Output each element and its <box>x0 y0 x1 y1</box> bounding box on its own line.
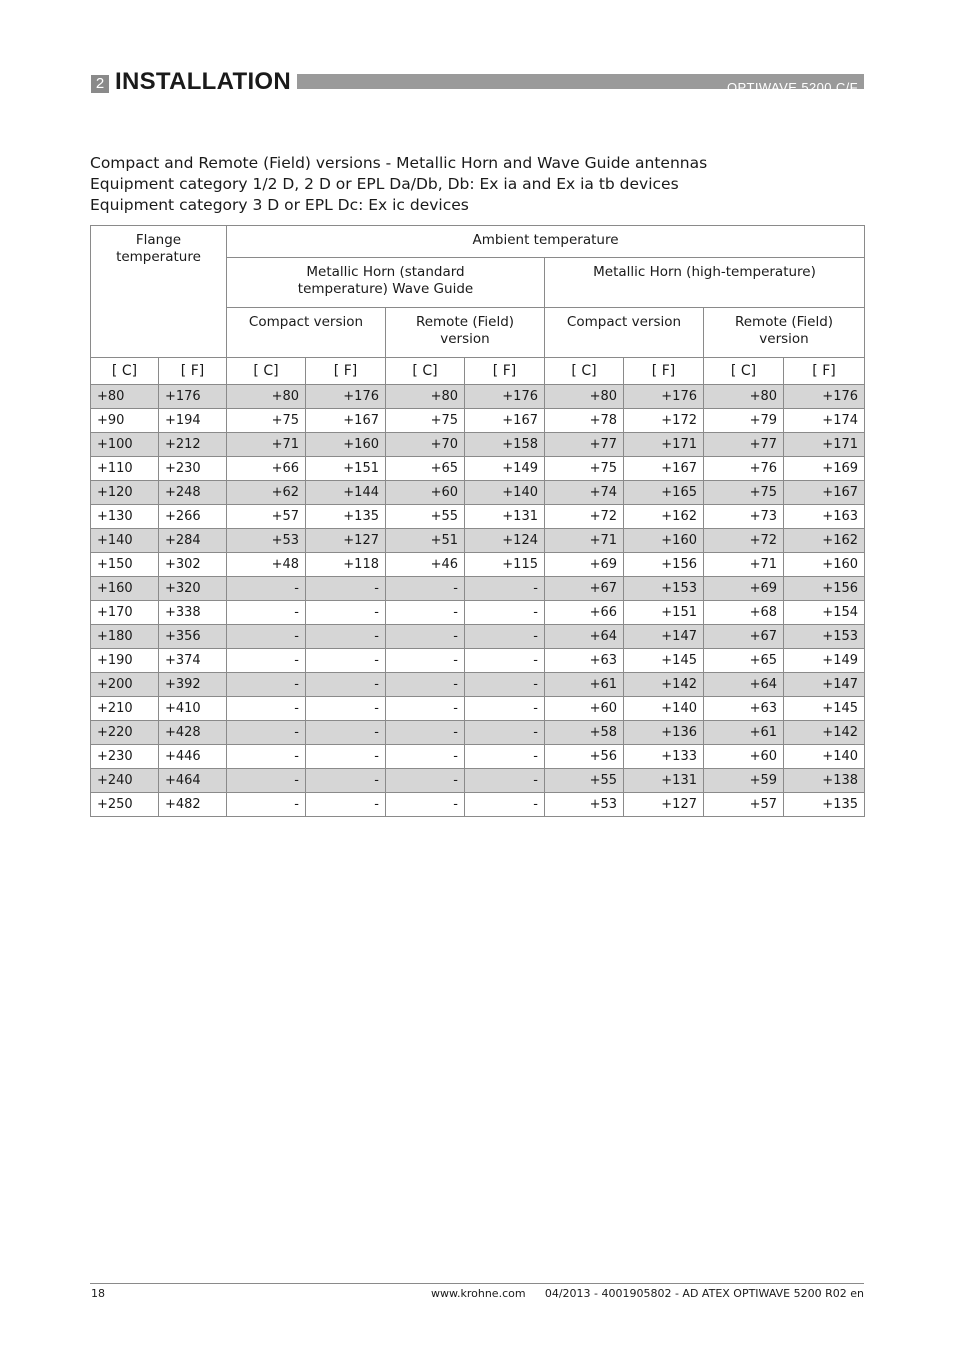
product-name: OPTIWAVE 5200 C/F <box>726 80 858 95</box>
table-cell: +57 <box>704 793 784 817</box>
table-cell: +160 <box>624 529 704 553</box>
table-cell: +46 <box>386 553 465 577</box>
table-cell: +64 <box>704 673 784 697</box>
table-cell: - <box>465 577 545 601</box>
table-cell: +71 <box>704 553 784 577</box>
table-cell: +171 <box>624 433 704 457</box>
compact-version-header: Compact version <box>545 308 704 358</box>
table-cell: - <box>386 793 465 817</box>
unit-fahrenheit: [ F] <box>624 358 704 385</box>
table-cell: - <box>306 577 386 601</box>
compact-version-header: Compact version <box>227 308 386 358</box>
table-cell: +176 <box>784 385 865 409</box>
table-cell: - <box>227 769 306 793</box>
table-row <box>91 649 865 673</box>
table-cell: +66 <box>545 601 624 625</box>
table-cell: +56 <box>545 745 624 769</box>
table-cell: +154 <box>784 601 865 625</box>
table-cell: - <box>227 625 306 649</box>
table-cell: +69 <box>545 553 624 577</box>
page-number: 18 <box>91 1287 105 1300</box>
table-cell: - <box>386 673 465 697</box>
table-cell: +374 <box>159 649 227 673</box>
unit-celsius: [ C] <box>386 358 465 385</box>
table-cell: - <box>386 721 465 745</box>
table-cell: +62 <box>227 481 306 505</box>
table-cell: +80 <box>386 385 465 409</box>
table-cell: - <box>465 721 545 745</box>
table-cell: - <box>465 673 545 697</box>
heading-line: Equipment category 3 D or EPL Dc: Ex ic devices <box>90 196 469 214</box>
table-cell: +151 <box>624 601 704 625</box>
table-cell: - <box>306 625 386 649</box>
table-cell: +124 <box>465 529 545 553</box>
table-cell: +140 <box>784 745 865 769</box>
table-cell: +392 <box>159 673 227 697</box>
table-cell: +140 <box>624 697 704 721</box>
table-cell: +63 <box>545 649 624 673</box>
table-cell: +100 <box>91 433 159 457</box>
table-cell: - <box>465 601 545 625</box>
table-row <box>91 385 865 409</box>
table-cell: +174 <box>784 409 865 433</box>
group-header-high-temp: Metallic Horn (high-temperature) <box>545 258 865 308</box>
table-cell: +176 <box>465 385 545 409</box>
table-cell: +80 <box>704 385 784 409</box>
temperature-table <box>90 225 865 817</box>
table-cell: +80 <box>545 385 624 409</box>
table-cell: +149 <box>784 649 865 673</box>
table-cell: +55 <box>386 505 465 529</box>
table-cell: +65 <box>704 649 784 673</box>
table-cell: +194 <box>159 409 227 433</box>
table-row <box>91 769 865 793</box>
table-cell: +170 <box>91 601 159 625</box>
table-cell: +248 <box>159 481 227 505</box>
table-cell: +150 <box>91 553 159 577</box>
table-cell: +200 <box>91 673 159 697</box>
table-row <box>91 745 865 769</box>
table-cell: +63 <box>704 697 784 721</box>
table-row <box>91 673 865 697</box>
table-cell: +138 <box>784 769 865 793</box>
table-cell: +428 <box>159 721 227 745</box>
table-cell: +446 <box>159 745 227 769</box>
table-cell: +147 <box>784 673 865 697</box>
table-cell: +57 <box>227 505 306 529</box>
ambient-temperature-header: Ambient temperature <box>227 226 865 258</box>
table-cell: - <box>465 697 545 721</box>
table-cell: +176 <box>306 385 386 409</box>
table-cell: +240 <box>91 769 159 793</box>
table-cell: +80 <box>227 385 306 409</box>
table-cell: +167 <box>465 409 545 433</box>
table-cell: +250 <box>91 793 159 817</box>
table-cell: +58 <box>545 721 624 745</box>
table-cell: +115 <box>465 553 545 577</box>
table-cell: +66 <box>227 457 306 481</box>
table-body <box>91 385 865 817</box>
table-cell: +144 <box>306 481 386 505</box>
table-cell: +77 <box>545 433 624 457</box>
table-cell: +110 <box>91 457 159 481</box>
table-row <box>91 553 865 577</box>
table-cell: +153 <box>624 577 704 601</box>
table-cell: +162 <box>784 529 865 553</box>
table-cell: +53 <box>227 529 306 553</box>
table-cell: +53 <box>545 793 624 817</box>
group-header-standard: Metallic Horn (standard temperature) Wave Guide <box>227 258 545 308</box>
table-cell: +172 <box>624 409 704 433</box>
unit-fahrenheit: [ F] <box>784 358 865 385</box>
footer-website: www.krohne.com <box>431 1287 526 1300</box>
table-cell: +59 <box>704 769 784 793</box>
table-cell: +61 <box>704 721 784 745</box>
table-row <box>91 433 865 457</box>
table-cell: +156 <box>784 577 865 601</box>
table-cell: +140 <box>91 529 159 553</box>
table-cell: +136 <box>624 721 704 745</box>
table-row <box>91 721 865 745</box>
table-cell: - <box>386 601 465 625</box>
table-cell: +130 <box>91 505 159 529</box>
table-cell: +77 <box>704 433 784 457</box>
table-cell: +135 <box>784 793 865 817</box>
table-cell: +167 <box>306 409 386 433</box>
table-cell: - <box>306 697 386 721</box>
table-cell: +68 <box>704 601 784 625</box>
table-cell: - <box>306 721 386 745</box>
table-cell: - <box>227 673 306 697</box>
chapter-title: INSTALLATION <box>115 68 292 95</box>
table-cell: +147 <box>624 625 704 649</box>
table-cell: +65 <box>386 457 465 481</box>
table-cell: - <box>306 745 386 769</box>
table-cell: +60 <box>704 745 784 769</box>
table-cell: - <box>227 745 306 769</box>
table-cell: - <box>306 769 386 793</box>
table-cell: +79 <box>704 409 784 433</box>
table-cell: - <box>465 649 545 673</box>
table-cell: +410 <box>159 697 227 721</box>
table-cell: +90 <box>91 409 159 433</box>
table-cell: +302 <box>159 553 227 577</box>
remote-version-header: Remote (Field) version <box>386 308 545 358</box>
table-cell: +74 <box>545 481 624 505</box>
table-cell: +160 <box>784 553 865 577</box>
section-headings <box>90 153 870 216</box>
table-cell: +167 <box>624 457 704 481</box>
table-cell: +190 <box>91 649 159 673</box>
unit-fahrenheit: [ F] <box>159 358 227 385</box>
unit-fahrenheit: [ F] <box>465 358 545 385</box>
table-cell: +80 <box>91 385 159 409</box>
table-cell: - <box>306 673 386 697</box>
table-cell: +67 <box>545 577 624 601</box>
table-cell: +60 <box>545 697 624 721</box>
unit-celsius: [ C] <box>91 358 159 385</box>
table-cell: +149 <box>465 457 545 481</box>
table-cell: +120 <box>91 481 159 505</box>
table-row <box>91 697 865 721</box>
table-cell: +142 <box>624 673 704 697</box>
table-row <box>91 793 865 817</box>
table-cell: - <box>227 793 306 817</box>
chapter-number: 2 <box>91 75 109 93</box>
table-cell: +160 <box>91 577 159 601</box>
table-cell: +210 <box>91 697 159 721</box>
table-cell: +180 <box>91 625 159 649</box>
table-cell: +70 <box>386 433 465 457</box>
table-row <box>91 577 865 601</box>
table-row <box>91 409 865 433</box>
table-cell: +230 <box>159 457 227 481</box>
page-header <box>90 68 864 94</box>
unit-celsius: [ C] <box>704 358 784 385</box>
table-cell: - <box>465 793 545 817</box>
table-cell: +64 <box>545 625 624 649</box>
table-cell: - <box>227 721 306 745</box>
table-cell: +145 <box>784 697 865 721</box>
table-cell: +176 <box>159 385 227 409</box>
table-cell: +75 <box>386 409 465 433</box>
table-cell: +284 <box>159 529 227 553</box>
table-row <box>91 481 865 505</box>
table-cell: +118 <box>306 553 386 577</box>
table-cell: +71 <box>227 433 306 457</box>
table-row <box>91 529 865 553</box>
table-cell: +127 <box>306 529 386 553</box>
table-cell: - <box>465 625 545 649</box>
table-cell: +464 <box>159 769 227 793</box>
unit-celsius: [ C] <box>545 358 624 385</box>
table-cell: - <box>465 769 545 793</box>
table-cell: +158 <box>465 433 545 457</box>
header-bar <box>297 74 864 95</box>
table-row <box>91 601 865 625</box>
table-cell: +142 <box>784 721 865 745</box>
table-cell: +151 <box>306 457 386 481</box>
table-cell: - <box>386 697 465 721</box>
table-row <box>91 457 865 481</box>
table-cell: +266 <box>159 505 227 529</box>
table-cell: +51 <box>386 529 465 553</box>
table-cell: +69 <box>704 577 784 601</box>
table-cell: +153 <box>784 625 865 649</box>
table-cell: +61 <box>545 673 624 697</box>
table-cell: +156 <box>624 553 704 577</box>
footer-divider <box>90 1283 864 1284</box>
table-cell: +167 <box>784 481 865 505</box>
table-cell: - <box>386 649 465 673</box>
table-cell: +140 <box>465 481 545 505</box>
table-cell: +338 <box>159 601 227 625</box>
table-cell: - <box>306 649 386 673</box>
table-cell: +76 <box>704 457 784 481</box>
table-cell: +160 <box>306 433 386 457</box>
unit-celsius: [ C] <box>227 358 306 385</box>
table-cell: - <box>386 745 465 769</box>
table-cell: +127 <box>624 793 704 817</box>
heading-line: Equipment category 1/2 D, 2 D or EPL Da/Db, Db: Ex ia and Ex ia tb devices <box>90 175 679 193</box>
table-cell: - <box>386 625 465 649</box>
table-cell: +55 <box>545 769 624 793</box>
table-row <box>91 625 865 649</box>
table-cell: +171 <box>784 433 865 457</box>
table-cell: +165 <box>624 481 704 505</box>
table-cell: +169 <box>784 457 865 481</box>
table-cell: +356 <box>159 625 227 649</box>
table-cell: +48 <box>227 553 306 577</box>
table-cell: +71 <box>545 529 624 553</box>
table-cell: +67 <box>704 625 784 649</box>
table-cell: +230 <box>91 745 159 769</box>
flange-temperature-header: Flange temperature <box>91 226 227 358</box>
table-cell: +72 <box>545 505 624 529</box>
remote-version-header: Remote (Field) version <box>704 308 865 358</box>
table-cell: - <box>465 745 545 769</box>
table-cell: +73 <box>704 505 784 529</box>
table-cell: +212 <box>159 433 227 457</box>
table-cell: +135 <box>306 505 386 529</box>
table-cell: +75 <box>227 409 306 433</box>
table-cell: - <box>386 769 465 793</box>
table-cell: +78 <box>545 409 624 433</box>
table-cell: - <box>306 793 386 817</box>
table-cell: +220 <box>91 721 159 745</box>
table-row <box>91 505 865 529</box>
table-cell: - <box>227 601 306 625</box>
table-cell: +162 <box>624 505 704 529</box>
table-cell: - <box>386 577 465 601</box>
footer-document-reference: 04/2013 - 4001905802 - AD ATEX OPTIWAVE 5200 R02 en <box>544 1287 864 1300</box>
table-cell: - <box>227 577 306 601</box>
heading-line: Compact and Remote (Field) versions - Metallic Horn and Wave Guide antennas <box>90 154 708 172</box>
table-cell: +482 <box>159 793 227 817</box>
table-cell: +320 <box>159 577 227 601</box>
table-cell: +145 <box>624 649 704 673</box>
table-cell: +75 <box>704 481 784 505</box>
table-cell: - <box>306 601 386 625</box>
table-cell: +60 <box>386 481 465 505</box>
table-cell: +72 <box>704 529 784 553</box>
unit-fahrenheit: [ F] <box>306 358 386 385</box>
table-cell: +163 <box>784 505 865 529</box>
table-cell: - <box>227 697 306 721</box>
table-cell: +176 <box>624 385 704 409</box>
table-cell: +131 <box>624 769 704 793</box>
table-cell: +133 <box>624 745 704 769</box>
table-cell: - <box>227 649 306 673</box>
table-cell: +75 <box>545 457 624 481</box>
table-cell: +131 <box>465 505 545 529</box>
